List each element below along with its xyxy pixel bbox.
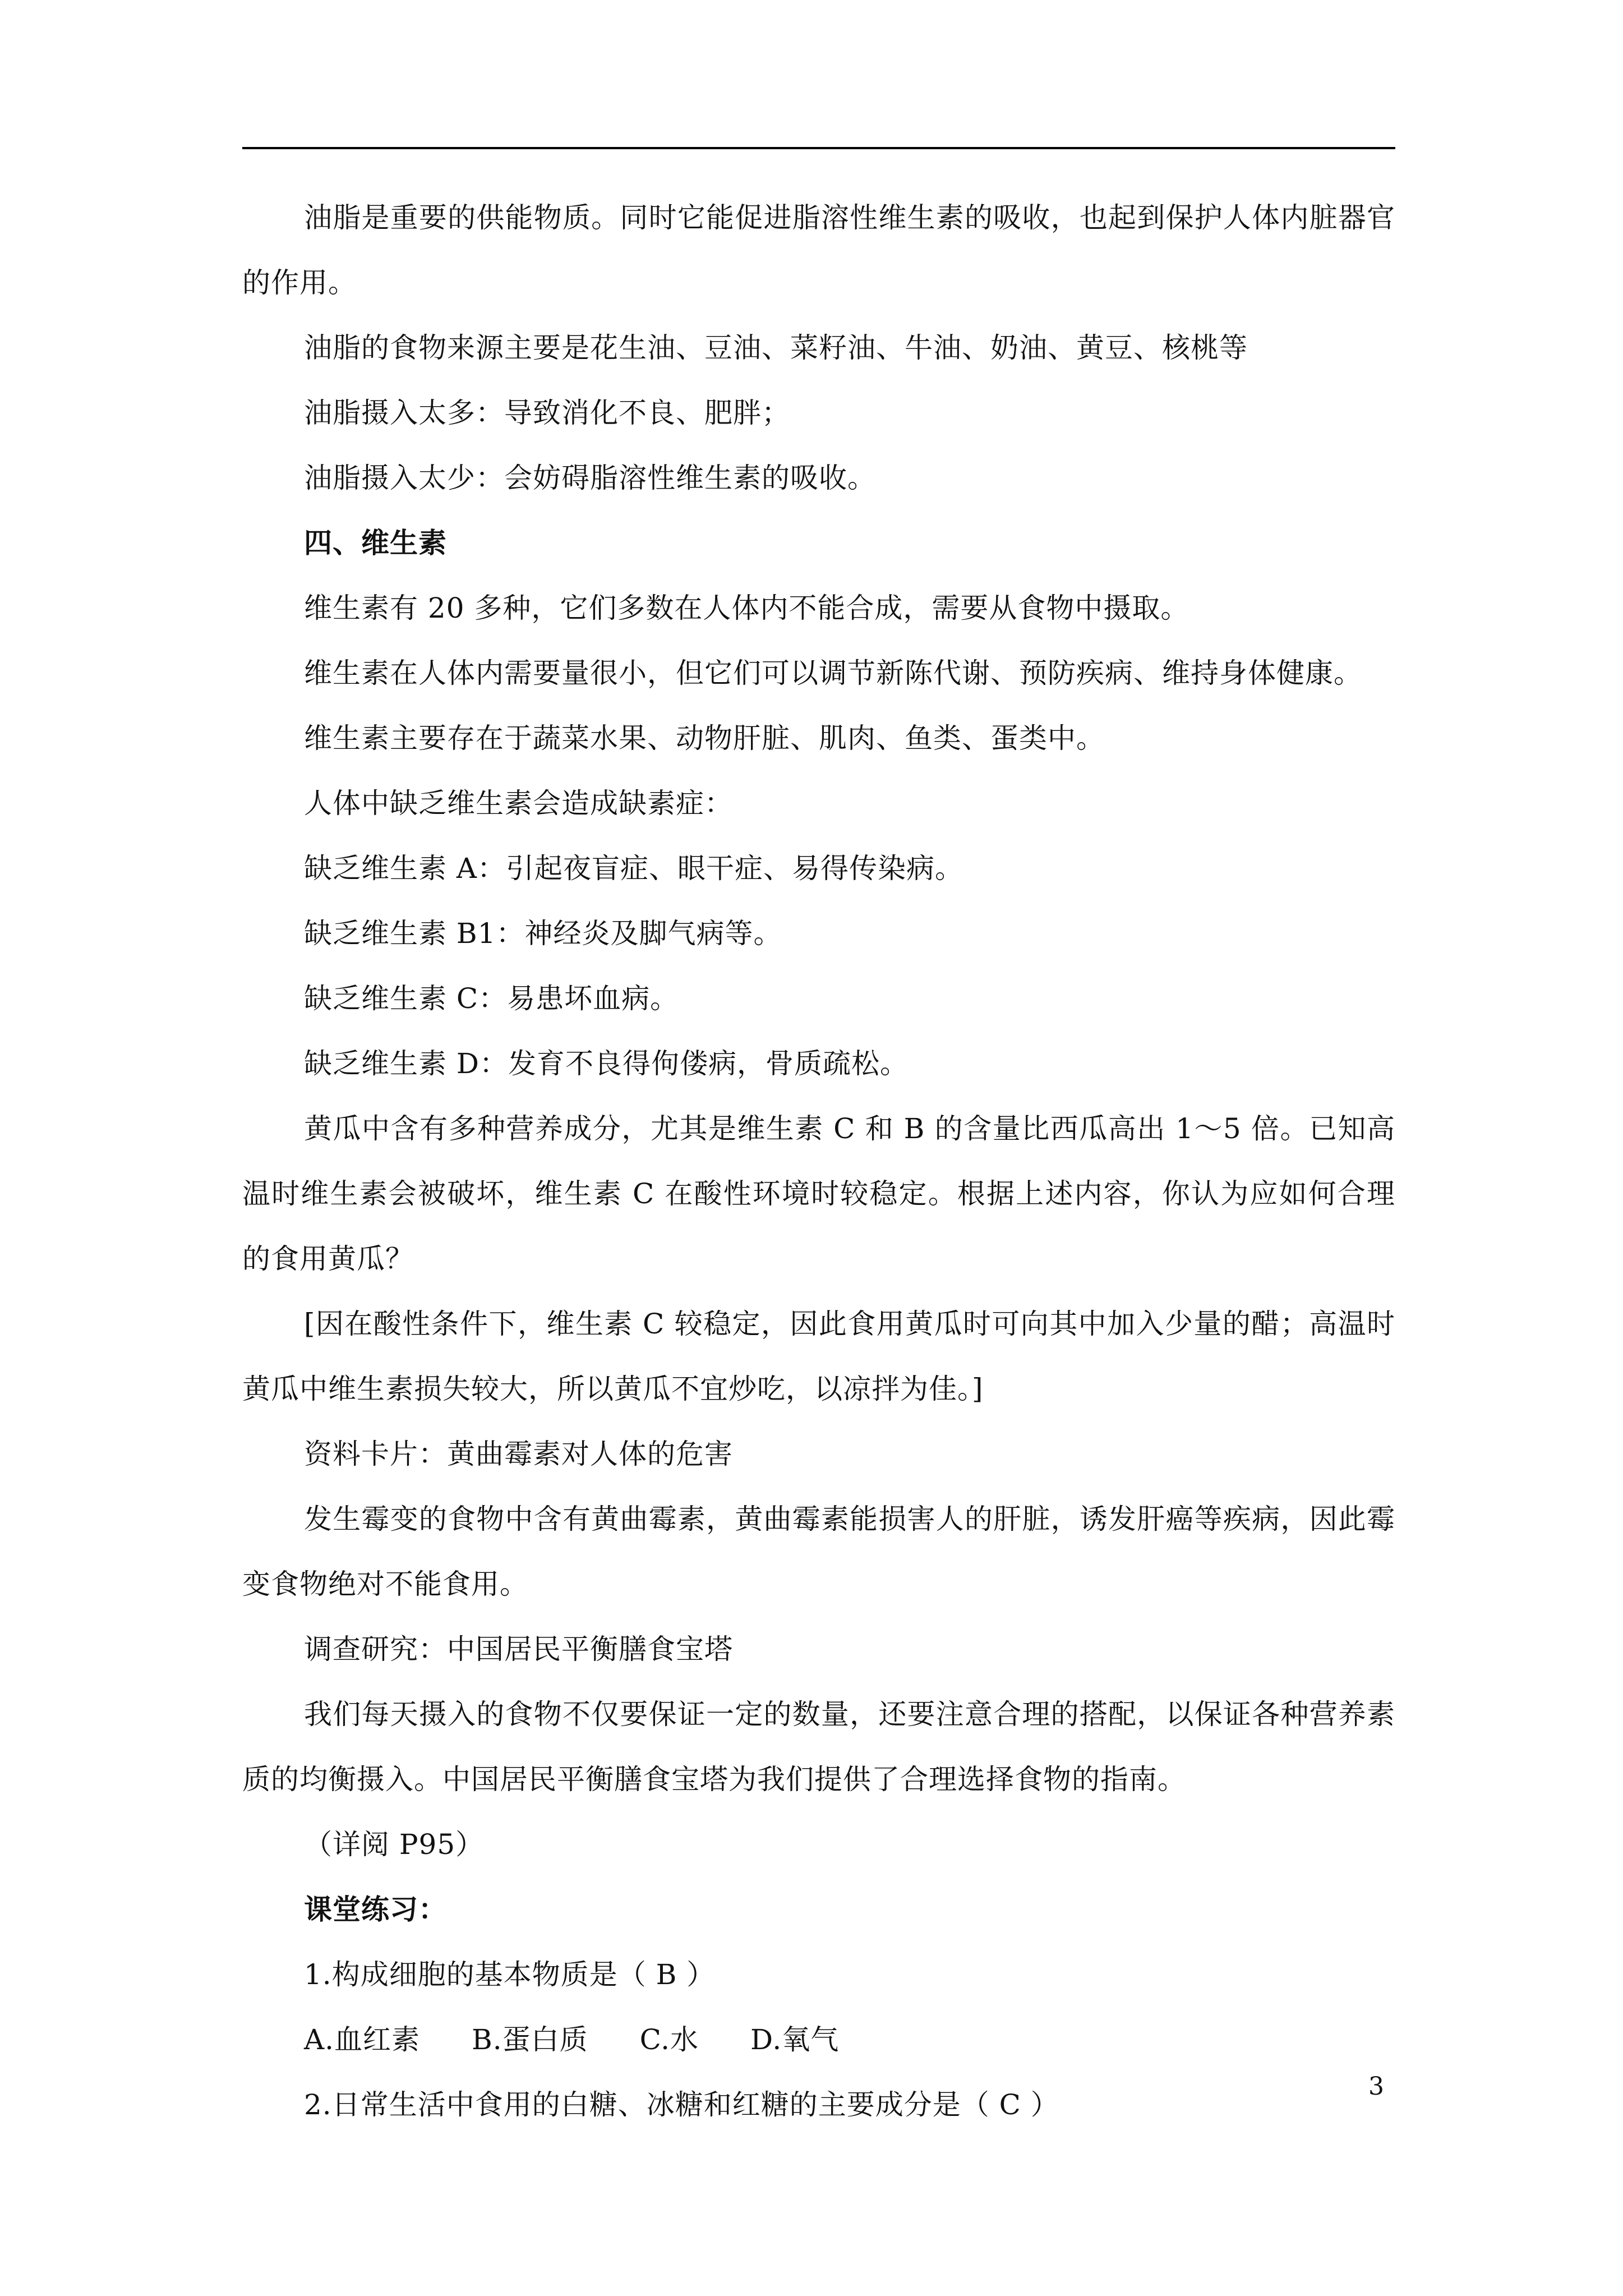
- paragraph-fat-deficit: 油脂摄入太少：会妨碍脂溶性维生素的吸收。: [304, 462, 876, 494]
- paragraph-deficiency-intro: 人体中缺乏维生素会造成缺素症：: [304, 787, 733, 820]
- question-1-options: [242, 2007, 1395, 2072]
- paragraph-fat-excess: 油脂摄入太多：导致消化不良、肥胖；: [304, 397, 790, 429]
- section-heading-vitamins: 四、维生素: [304, 526, 447, 559]
- paragraph-cucumber-question: 黄瓜中含有多种营养成分，尤其是维生素 C 和 B 的含量比西瓜高出 1～5 倍。已知高温时维生素会被破坏，维生素 C 在酸性环境时较稳定。根据上述内容，你认为应如何合理的食用黄瓜？: [242, 1112, 1395, 1275]
- paragraph-deficiency-d: 缺乏维生素 D：发育不良得佝偻病，骨质疏松。: [304, 1047, 909, 1080]
- paragraph-diet-pagoda: 我们每天摄入的食物不仅要保证一定的数量，还要注意合理的搭配，以保证各种营养素质的均衡摄入。中国居民平衡膳食宝塔为我们提供了合理选择食物的指南。: [242, 1698, 1395, 1796]
- paragraph-deficiency-c: 缺乏维生素 C：易患坏血病。: [304, 982, 679, 1015]
- paragraph-info-card-title: 资料卡片：黄曲霉素对人体的危害: [304, 1438, 733, 1470]
- section-heading-exercises: 课堂练习：: [304, 1893, 447, 1926]
- paragraph-aflatoxin: 发生霉变的食物中含有黄曲霉素，黄曲霉素能损害人的肝脏，诱发肝癌等疾病，因此霉变食物绝对不能食用。: [242, 1503, 1395, 1600]
- question-2: 2.日常生活中食用的白糖、冰糖和红糖的主要成分是（ C ）: [304, 2088, 1059, 2121]
- question-1-option-d: D.氧气: [750, 2023, 840, 2056]
- paragraph-survey-title: 调查研究：中国居民平衡膳食宝塔: [304, 1633, 733, 1665]
- paragraph-vitamin-types: 维生素有 20 多种，它们多数在人体内不能合成，需要从食物中摄取。: [304, 592, 1189, 624]
- paragraph-fat-sources: 油脂的食物来源主要是花生油、豆油、菜籽油、牛油、奶油、黄豆、核桃等: [304, 332, 1248, 364]
- paragraph-see-page: （详阅 P95）: [304, 1828, 485, 1861]
- question-1-option-c: C.水: [639, 2023, 699, 2056]
- page-content: [242, 185, 1395, 2137]
- paragraph-vitamin-sources: 维生素主要存在于蔬菜水果、动物肝脏、肌肉、鱼类、蛋类中。: [304, 722, 1105, 754]
- question-1-option-b: B.蛋白质: [472, 2023, 588, 2056]
- paragraph-vitamin-needs: 维生素在人体内需要量很小，但它们可以调节新陈代谢、预防疾病、维持身体健康。: [304, 657, 1362, 689]
- paragraph-fat-function: 油脂是重要的供能物质。同时它能促进脂溶性维生素的吸收，也起到保护人体内脏器官的作用。: [242, 201, 1395, 299]
- page-number: 3: [1368, 2072, 1384, 2101]
- question-1: 1.构成细胞的基本物质是（ B ）: [304, 1958, 716, 1991]
- header-rule: [242, 147, 1395, 149]
- paragraph-deficiency-b1: 缺乏维生素 B1：神经炎及脚气病等。: [304, 917, 782, 950]
- paragraph-deficiency-a: 缺乏维生素 A：引起夜盲症、眼干症、易得传染病。: [304, 852, 964, 885]
- paragraph-cucumber-answer: [因在酸性条件下，维生素 C 较稳定，因此食用黄瓜时可向其中加入少量的醋；高温时黄瓜中维生素损失较大，所以黄瓜不宜炒吃，以凉拌为佳。]: [242, 1308, 1395, 1405]
- question-1-option-a: A.血红素: [304, 2023, 421, 2056]
